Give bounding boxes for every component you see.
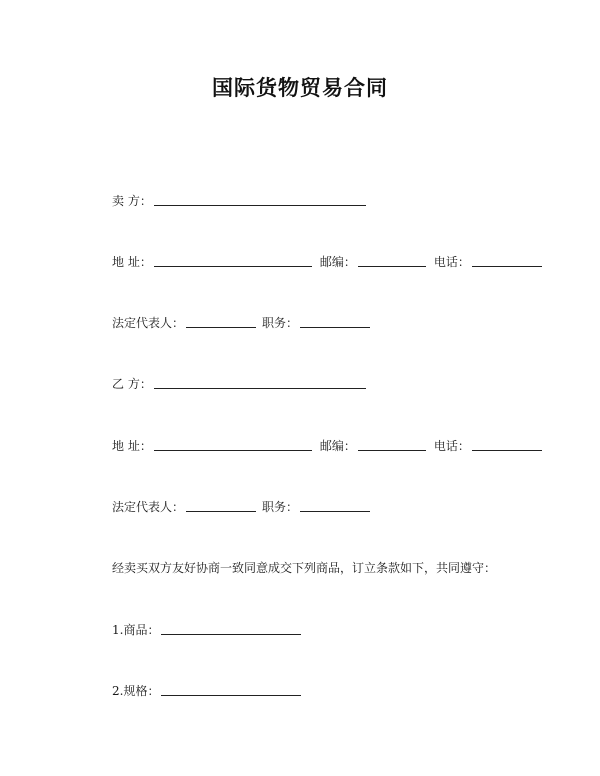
buyer-phone-field[interactable] [472,449,542,451]
buyer-label: 乙 方： [112,377,152,391]
item-spec-row [112,678,301,698]
seller-rep-row [112,310,370,330]
seller-position-field[interactable] [300,326,370,328]
item-goods-field[interactable] [161,633,301,635]
contract-title: 国际货物贸易合同 [212,76,388,100]
intro-paragraph: 经卖买双方友好协商一致同意成交下列商品，订立条款如下，共同遵守： [112,561,497,575]
seller-row [112,188,366,208]
buyer-address-label: 地 址： [112,439,152,453]
buyer-address-row [112,433,542,453]
seller-rep-label: 法定代表人： [112,316,185,330]
seller-label: 卖 方： [112,194,152,208]
buyer-rep-field[interactable] [186,510,256,512]
seller-rep-field[interactable] [186,326,256,328]
buyer-address-field[interactable] [154,449,312,451]
item-goods-row [112,617,301,637]
buyer-row [112,371,366,391]
buyer-name-field[interactable] [154,387,366,389]
seller-name-field[interactable] [154,204,366,206]
seller-phone-label: 电话： [433,255,470,269]
buyer-postcode-label: 邮编： [319,439,356,453]
buyer-position-field[interactable] [300,510,370,512]
item-spec-label: 2.规格： [112,684,160,698]
buyer-rep-label: 法定代表人： [112,500,185,514]
seller-address-row [112,249,542,269]
buyer-postcode-field[interactable] [358,449,426,451]
seller-phone-field[interactable] [472,265,542,267]
buyer-phone-label: 电话： [433,439,470,453]
buyer-rep-row [112,494,370,514]
seller-postcode-field[interactable] [358,265,426,267]
item-spec-field[interactable] [161,694,301,696]
item-goods-label: 1.商品： [112,623,160,637]
seller-address-field[interactable] [154,265,312,267]
buyer-position-label: 职务： [262,500,299,514]
seller-postcode-label: 邮编： [319,255,356,269]
seller-position-label: 职务： [262,316,299,330]
seller-address-label: 地 址： [112,255,152,269]
